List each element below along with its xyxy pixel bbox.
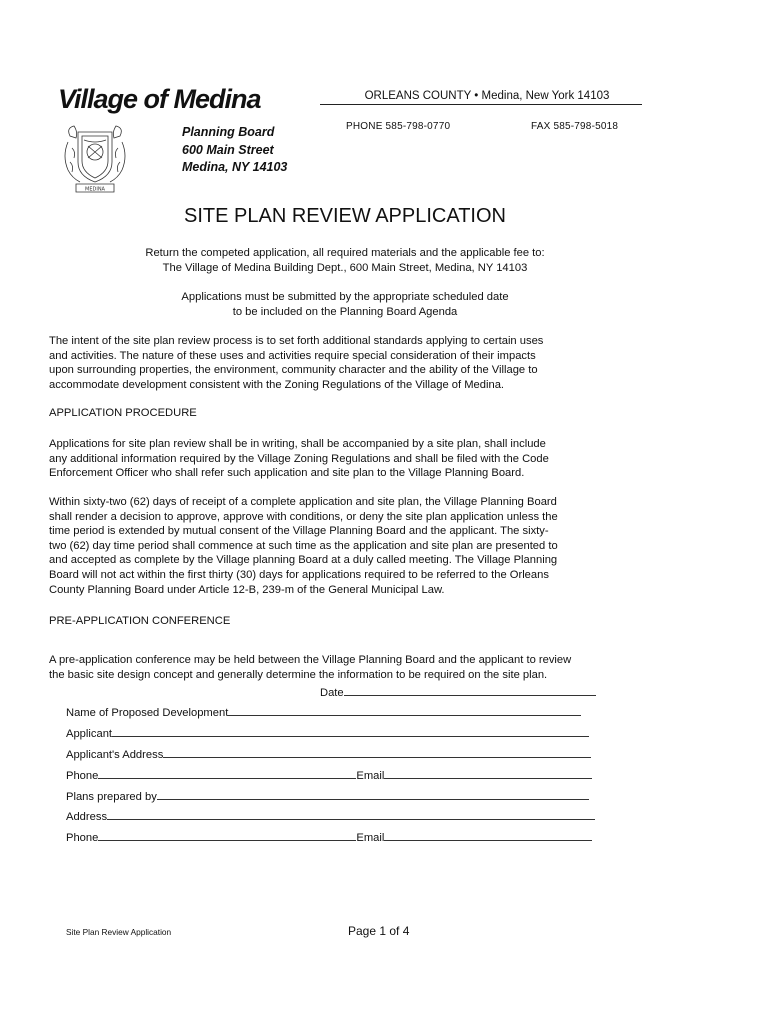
phone-line[interactable] [98,768,356,779]
plans-prepared-by-field[interactable] [66,789,589,803]
email-line-2[interactable] [384,830,592,841]
intent-line: The intent of the site plan review process is to set forth additional standards applying to certain uses [49,335,544,347]
preapp-heading: PRE-APPLICATION CONFERENCE [49,615,231,627]
deadline-line: to be included on the Planning Board Agenda [232,305,458,318]
return-instructions [0,246,690,275]
procedure-paragraph-1 [49,437,634,481]
procedure-line: County Planning Board under Article 12-B, 239-m of the General Municipal Law. [49,583,445,596]
intent-line: upon surrounding properties, the environment, community character and the ability of the Village to [49,364,538,377]
board-street: 600 Main Street [182,142,274,157]
deadline-note [0,290,690,319]
applicant-address-label: Applicant's Address [66,749,164,761]
intent-line: and activities. The nature of these uses and activities require special consideration of their impacts [49,349,536,362]
procedure-paragraph-2 [49,495,634,597]
date-line[interactable] [344,685,596,696]
applicant-label: Applicant [66,728,113,740]
return-line: Return the competed application, all required materials and the applicable fee to: [145,247,545,259]
development-name-field[interactable] [66,705,581,719]
deadline-line: Applications must be submitted by the appropriate scheduled date [181,291,509,303]
procedure-line: time period is extended by mutual consent of the Village Planning Board and the applicant. The sixty- [49,525,549,538]
procedure-line: Applications for site plan review shall be in writing, shall be accompanied by a site plan, shall include [49,438,546,450]
procedure-heading: APPLICATION PROCEDURE [49,407,197,419]
svg-text:MEDINA: MEDINA [85,186,105,193]
county-line: ORLEANS COUNTY • Medina, New York 14103 [320,90,642,105]
phone-field[interactable] [66,768,592,782]
board-name: Planning Board [182,125,275,139]
document-title: SITE PLAN REVIEW APPLICATION [184,205,506,227]
fax-number: FAX 585-798-5018 [531,121,619,132]
board-address [182,124,287,177]
procedure-line: Within sixty-two (62) days of receipt of a complete application and site plan, the Village Planning Board [49,496,557,508]
email-label-2: Email [356,832,385,844]
phone-label: Phone [66,770,99,782]
phone-label-2: Phone [66,832,99,844]
development-name-label: Name of Proposed Development [66,707,229,719]
procedure-line: two (62) day time period shall commence at such time as the application and site plan are presented to [49,539,558,552]
applicant-address-line[interactable] [163,747,591,758]
footer-document-name: Site Plan Review Application [66,927,172,937]
phone-line-2[interactable] [98,830,356,841]
applicant-address-field[interactable] [66,747,591,761]
email-line[interactable] [384,768,592,779]
date-field[interactable] [320,685,596,699]
preapp-line: the basic site design concept and generally determine the information to be required on the site plan. [49,668,548,681]
procedure-line: Enforcement Officer who shall refer such application and site plan to the Village Planning Board. [49,467,525,480]
date-label: Date [320,687,344,699]
procedure-line: shall render a decision to approve, approve with conditions, or deny the site plan application unless the [49,510,558,523]
procedure-line: Board will not act within the first thirty (30) days for applications required to be referred to the Orleans [49,568,549,581]
village-seal-logo [60,122,130,194]
page-number: Page 1 of 4 [348,924,410,938]
return-line: The Village of Medina Building Dept., 600 Main Street, Medina, NY 14103 [162,261,528,274]
preapp-paragraph [49,653,634,682]
intent-line: accommodate development consistent with the Zoning Regulations of the Village of Medina. [49,378,505,391]
procedure-line: and accepted as complete by the Village planning Board at a duly called meeting. The Village Planning [49,554,558,567]
preapp-line: A pre-application conference may be held between the Village Planning Board and the applicant to review [49,654,572,666]
village-name: Village of Medina [58,84,261,114]
plans-prepared-by-label: Plans prepared by [66,791,157,803]
phone-number: PHONE 585-798-0770 [346,121,451,132]
procedure-line: any additional information required by the Village Zoning Regulations and shall be filed with the Code [49,452,549,465]
phone-field-2[interactable] [66,830,592,844]
address-line[interactable] [107,809,595,820]
applicant-field[interactable] [66,726,589,740]
intent-paragraph [49,334,634,392]
applicant-line[interactable] [112,726,589,737]
board-city: Medina, NY 14103 [182,160,288,174]
development-name-line[interactable] [228,705,581,716]
address-field[interactable] [66,809,595,823]
plans-prepared-by-line[interactable] [157,789,589,800]
email-label: Email [356,770,385,782]
address-label: Address [66,811,108,823]
